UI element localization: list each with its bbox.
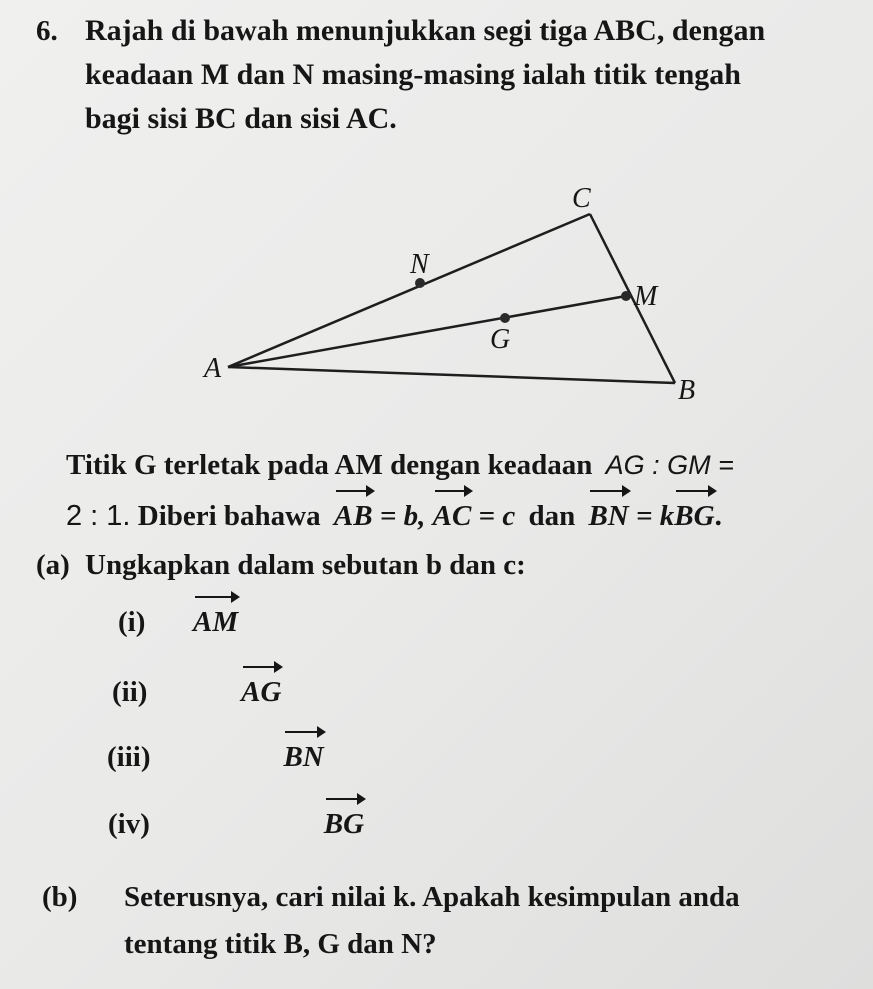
part-a-item-ii-vector: AG bbox=[241, 676, 282, 708]
median-am bbox=[228, 296, 626, 367]
side-ab bbox=[228, 367, 675, 383]
side-ca bbox=[228, 214, 590, 367]
vector-ac: AC bbox=[432, 500, 472, 532]
part-a-item-iii-vector: BN bbox=[283, 741, 324, 773]
statement-end: . bbox=[714, 500, 722, 532]
intro-line-2: keadaan M dan N masing-masing ialah titik tengah bbox=[85, 58, 741, 91]
statement-line-1 bbox=[66, 448, 734, 482]
eq-b: = b, bbox=[379, 500, 426, 532]
point-m-dot bbox=[621, 291, 631, 301]
part-a-item-iv-vector: BG bbox=[323, 808, 365, 840]
label-c: C bbox=[572, 183, 591, 214]
vector-bg: BG bbox=[674, 500, 715, 532]
label-a: A bbox=[204, 353, 222, 384]
intro-line-3: bagi sisi BC dan sisi AC. bbox=[85, 102, 397, 135]
ratio-value: 2 : 1. bbox=[66, 500, 131, 532]
ratio-expression: AG : GM = bbox=[605, 450, 734, 480]
side-bc bbox=[590, 214, 675, 383]
part-a-text: Ungkapkan dalam sebutan b dan c: bbox=[85, 549, 526, 581]
part-a-item-i-num: (i) bbox=[118, 606, 146, 638]
part-b-line-1: Seterusnya, cari nilai k. Apakah kesimpulan anda bbox=[124, 881, 740, 913]
part-b-label: (b) bbox=[42, 881, 78, 913]
point-g-dot bbox=[500, 313, 510, 323]
label-n: N bbox=[410, 249, 429, 280]
statement-line-2 bbox=[66, 499, 722, 533]
question-number: 6. bbox=[36, 15, 58, 47]
part-a-item-ii-num: (ii) bbox=[112, 676, 148, 708]
part-b-line-2: tentang titik B, G dan N? bbox=[124, 928, 437, 960]
vector-bn: BN bbox=[588, 500, 629, 532]
label-m: M bbox=[634, 281, 658, 312]
vector-ab: AB bbox=[333, 500, 373, 532]
eq-k: = k bbox=[636, 500, 675, 532]
part-a-item-iv-num: (iv) bbox=[108, 808, 150, 840]
triangle-abc bbox=[228, 214, 675, 383]
given-text: Diberi bahawa bbox=[137, 500, 321, 532]
part-a-label: (a) bbox=[36, 549, 70, 581]
dan-word: dan bbox=[528, 500, 576, 532]
part-a-item-iii-num: (iii) bbox=[107, 741, 151, 773]
label-g: G bbox=[490, 324, 511, 355]
statement-text: Titik G terletak pada AM dengan keadaan bbox=[66, 449, 593, 481]
label-b: B bbox=[678, 375, 696, 406]
part-a-item-i-vector: AM bbox=[193, 606, 239, 638]
intro-line-1: Rajah di bawah menunjukkan segi tiga ABC, dengan bbox=[85, 14, 766, 47]
eq-c: = c bbox=[478, 500, 516, 532]
